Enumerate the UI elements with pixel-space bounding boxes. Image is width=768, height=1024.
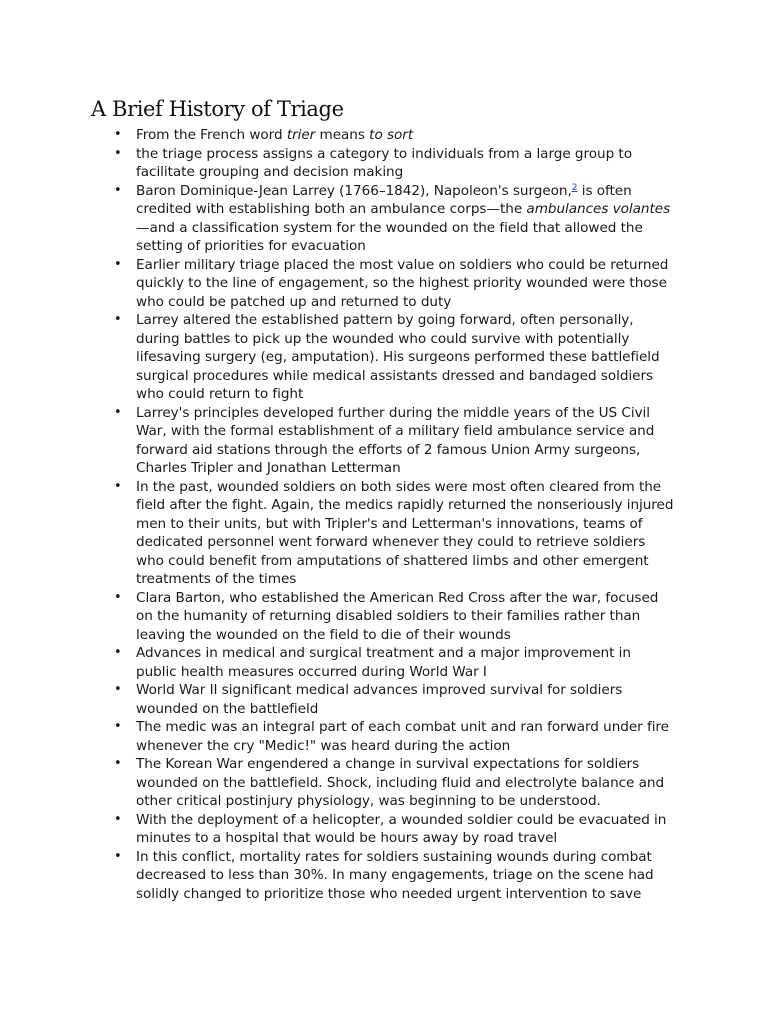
list-item <box>114 256 674 312</box>
list-item <box>114 478 674 589</box>
list-item-text: From the French word <box>136 127 287 143</box>
list-item <box>114 182 674 256</box>
list-item-text: The Korean War engendered a change in survival expectations for soldiers wounded on the battlefield. Shock, including fluid and electrolyte balance and other critical postinjury physiology, was beginning to be understood. <box>136 756 665 809</box>
italic-text: to sort <box>369 127 414 143</box>
list-item <box>114 404 674 478</box>
page-title: A Brief History of Triage <box>91 97 344 121</box>
list-item-text: Clara Barton, who established the American Red Cross after the war, focused on the humanity of returning disabled soldiers to their families rather than leaving the wounded on the field to die of their wounds <box>136 589 659 643</box>
list-item-text: —and a classification system for the wounded on the field that allowed the setting of priorities for evacuation <box>136 219 643 254</box>
list-item <box>114 311 674 404</box>
list-item <box>114 718 674 755</box>
list-item-text: the triage process assigns a category to individuals from a large group to facilitate grouping and decision making <box>136 145 632 180</box>
list-item <box>114 126 674 145</box>
list-item-text: Baron Dominique-Jean Larrey (1766–1842), Napoleon's surgeon, <box>136 182 572 199</box>
list-item-text: In the past, wounded soldiers on both sides were most often cleared from the field after the fight. Again, the medics rapidly returned the nonseriously injured men to their units, but with Tripler's and Letterman's innovations, teams of dedicated personnel went forward whenever they could to retrieve soldiers who could benefit from amputations of shattered limbs and other emergent treatments of the times <box>136 478 674 587</box>
list-item <box>114 811 674 848</box>
list-item-text: is often credited with establishing both an ambulance corps—the <box>136 182 632 217</box>
list-item <box>114 681 674 718</box>
italic-text: ambulances volantes <box>526 201 671 217</box>
list-item-text: Advances in medical and surgical treatment and a major improvement in public health measures occurred during World War I <box>136 645 631 680</box>
list-item <box>114 644 674 681</box>
list-item-text: With the deployment of a helicopter, a wounded soldier could be evacuated in minutes to a hospital that would be hours away by road travel <box>136 811 667 846</box>
list-item <box>114 589 674 645</box>
reference-link[interactable]: 2 <box>571 182 578 193</box>
list-item <box>114 145 674 182</box>
list-item-text: Earlier military triage placed the most value on soldiers who could be returned quickly to the line of engagement, so the highest priority wounded were those who could be patched up and returned to duty <box>136 256 669 310</box>
list-item-text: In this conflict, mortality rates for soldiers sustaining wounds during combat decreased to less than 30%. In many engagements, triage on the scene had solidly changed to prioritize those who needed urgent intervention to save <box>136 848 654 902</box>
list-item-text: Larrey altered the established pattern by going forward, often personally, during battles to pick up the wounded who could survive with potentially lifesaving surgery (eg, amputation). His surgeons performed these battlefield surgical procedures while medical assistants dressed and bandaged soldiers who could return to fight <box>136 312 660 402</box>
list-item-text: The medic was an integral part of each combat unit and ran forward under fire whenever the cry "Medic!" was heard during the action <box>136 719 669 754</box>
list-item <box>114 848 674 904</box>
list-item-text: means <box>315 127 370 143</box>
list-item <box>114 755 674 811</box>
list-item-text: World War II significant medical advances improved survival for soldiers wounded on the battlefield <box>136 682 623 717</box>
list-item-text: Larrey's principles developed further during the middle years of the US Civil War, with the formal establishment of a military field ambulance service and forward aid stations through the efforts of 2 famous Union Army surgeons, Charles Tripler and Jonathan Letterman <box>136 404 655 476</box>
bullet-list <box>114 126 674 903</box>
italic-text: trier <box>286 127 316 143</box>
